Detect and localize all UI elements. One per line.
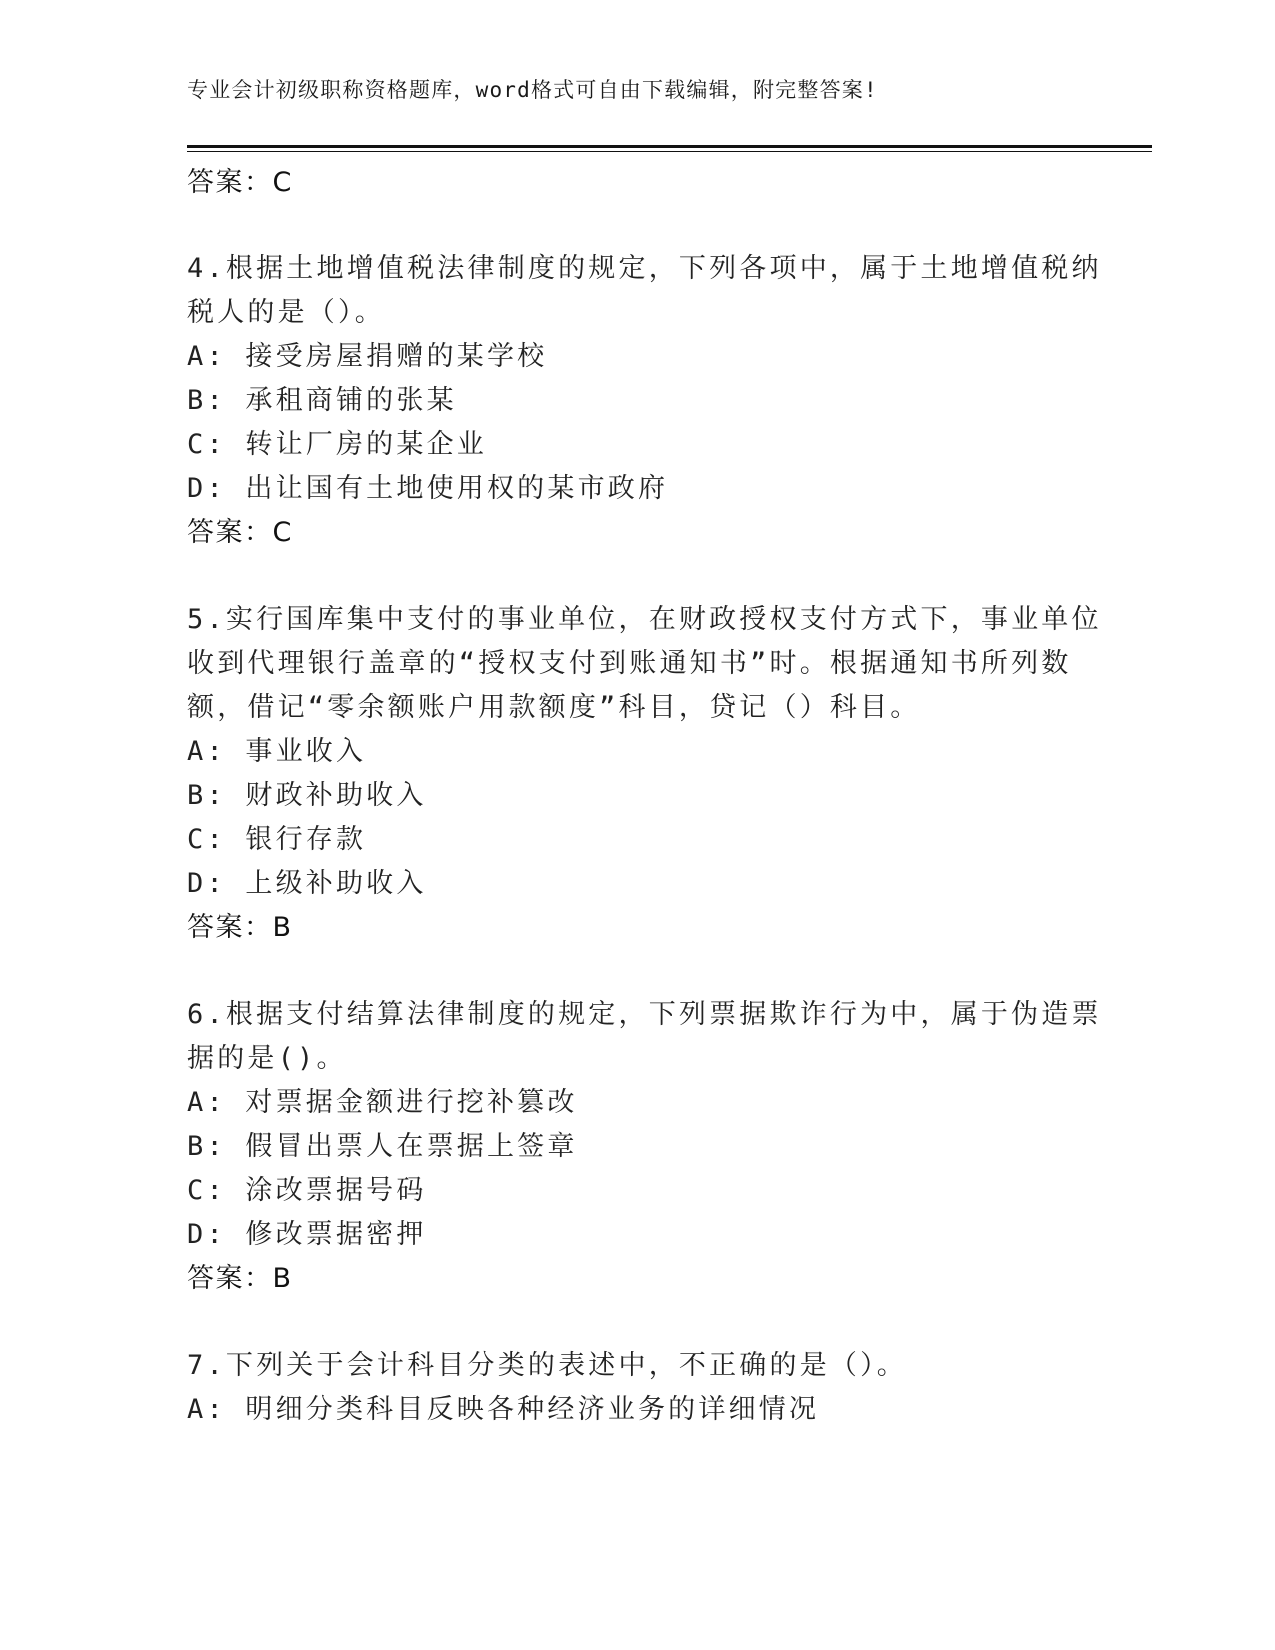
question-5-answer: 答案：B	[187, 912, 293, 943]
header-rule-thin	[187, 151, 1152, 152]
document-header: 专业会计初级职称资格题库，word格式可自由下载编辑，附完整答案!	[187, 78, 878, 102]
answer-prev: 答案：C	[187, 167, 293, 198]
question-6-option-c: C: 涂改票据号码	[187, 1175, 427, 1206]
question-5-option-b: B: 财政补助收入	[187, 780, 427, 811]
question-6-line-2: 据的是()。	[187, 1043, 347, 1074]
question-4-option-c: C: 转让厂房的某企业	[187, 429, 487, 460]
question-6-option-a: A: 对票据金额进行挖补篡改	[187, 1087, 578, 1118]
question-5-line-3: 额，借记“零余额账户用款额度”科目，贷记（）科目。	[187, 692, 921, 723]
question-4-line-2: 税人的是（）。	[187, 297, 385, 328]
question-6-answer: 答案：B	[187, 1263, 293, 1294]
question-6-line-1: 6.根据支付结算法律制度的规定，下列票据欺诈行为中，属于伪造票	[187, 999, 1102, 1030]
question-4-option-b: B: 承租商铺的张某	[187, 385, 457, 416]
question-5-line-1: 5.实行国库集中支付的事业单位，在财政授权支付方式下，事业单位	[187, 604, 1102, 635]
question-5-option-c: C: 银行存款	[187, 824, 367, 855]
question-7-line-1: 7.下列关于会计科目分类的表述中，不正确的是（）。	[187, 1350, 908, 1381]
header-rule-thick	[187, 145, 1152, 148]
question-4-line-1: 4.根据土地增值税法律制度的规定，下列各项中，属于土地增值税纳	[187, 253, 1102, 284]
question-7-option-a: A: 明细分类科目反映各种经济业务的详细情况	[187, 1394, 820, 1425]
question-5-option-d: D: 上级补助收入	[187, 868, 427, 899]
question-5-line-2: 收到代理银行盖章的“授权支付到账通知书”时。根据通知书所列数	[187, 648, 1072, 679]
question-6-option-d: D: 修改票据密押	[187, 1219, 427, 1250]
question-6-option-b: B: 假冒出票人在票据上签章	[187, 1131, 578, 1162]
question-4-option-d: D: 出让国有土地使用权的某市政府	[187, 473, 669, 504]
question-5-option-a: A: 事业收入	[187, 736, 367, 767]
question-4-answer: 答案：C	[187, 517, 293, 548]
question-4-option-a: A: 接受房屋捐赠的某学校	[187, 341, 548, 372]
